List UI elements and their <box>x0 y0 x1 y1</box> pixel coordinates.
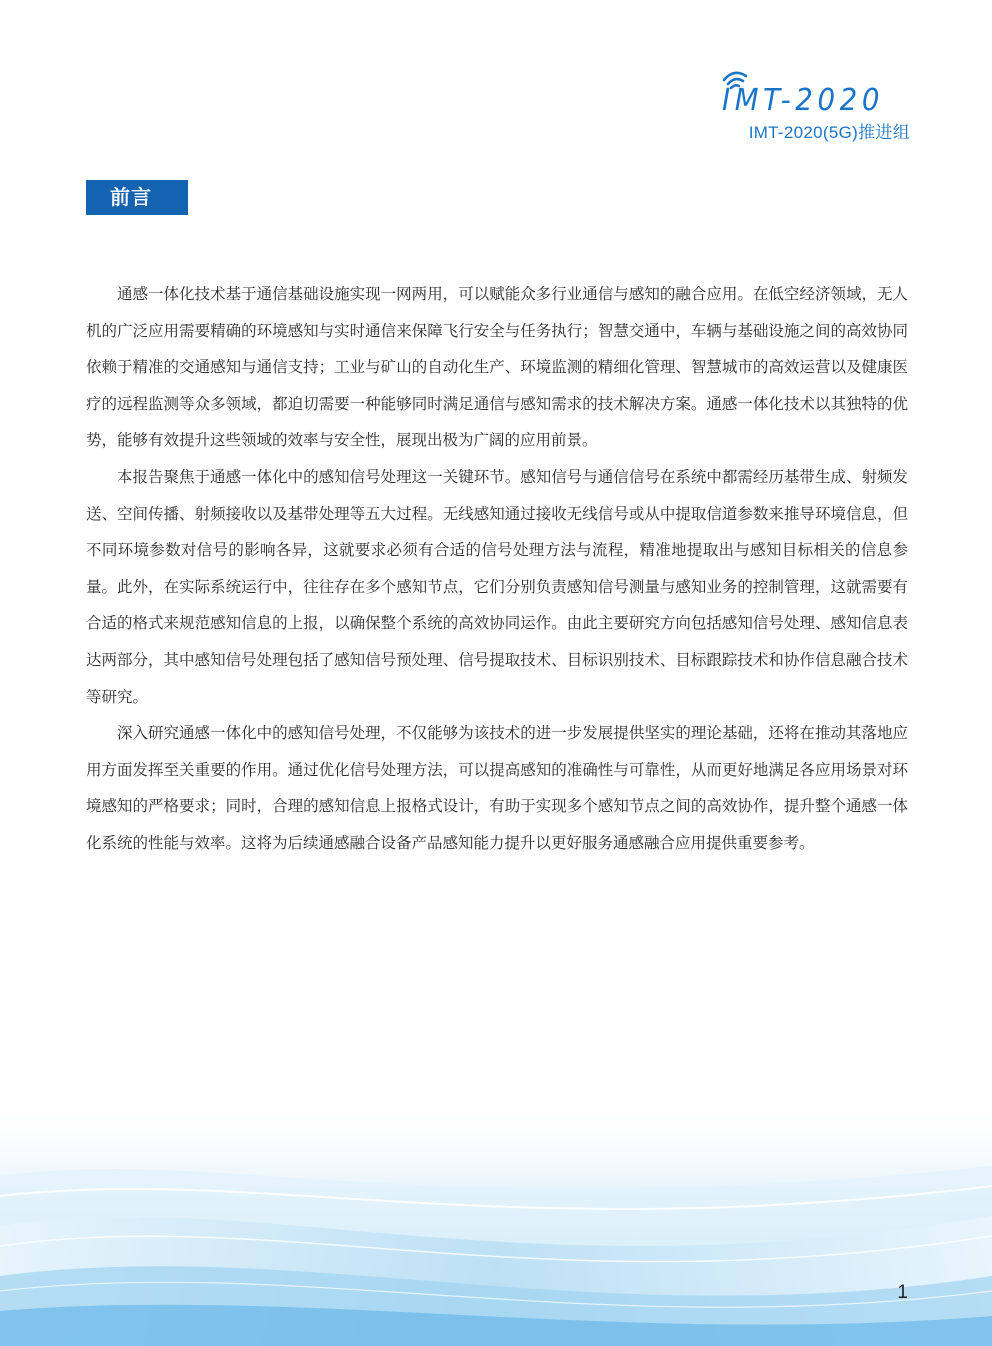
paragraph-1: 通感一体化技术基于通信基础设施实现一网两用，可以赋能众多行业通信与感知的融合应用。在低空经济领域，无人机的广泛应用需要精确的环境感知与实时通信来保障飞行安全与任务执行；智慧交通中，车辆与基础设施之间的高效协同依赖于精准的交通感知与通信支持；工业与矿山的自动化生产、环境监测的精细化管理、智慧城市的高效运营以及健康医疗的远程监测等众多领域，都迫切需要一种能够同时满足通信与感知需求的技术解决方案。通感一体化技术以其独特的优势，能够有效提升这些领域的效率与安全性，展现出极为广阔的应用前景。 <box>86 285 908 450</box>
organization-subtitle: IMT-2020(5G)推进组 <box>748 123 910 142</box>
body-content <box>86 276 908 862</box>
page-number: 1 <box>897 1282 908 1303</box>
paragraph-2: 本报告聚焦于通感一体化中的感知信号处理这一关键环节。感知信号与通信信号在系统中都需经历基带生成、射频发送、空间传播、射频接收以及基带处理等五大过程。无线感知通过接收无线信号或从中提取信道参数来推导环境信息，但不同环境参数对信号的影响各异，这就要求必须有合适的信号处理方法与流程，精准地提取出与感知目标相关的信息参量。此外，在实际系统运行中，往往存在多个感知节点，它们分别负责感知信号测量与感知业务的控制管理，这就需要有合适的格式来规范感知信息的上报，以确保整个系统的高效协同运作。由此主要研究方向包括感知信号处理、感知信息表达两部分，其中感知信号处理包括了感知信号预处理、信号提取技术、目标识别技术、目标跟踪技术和协作信息融合技术等研究。 <box>86 467 908 706</box>
header-logo <box>716 62 916 150</box>
imt2020-logo-icon <box>716 62 896 116</box>
footer-wave-decoration <box>0 1106 992 1346</box>
section-title: 前言 <box>86 180 188 215</box>
paragraph-3: 深入研究通感一体化中的感知信号处理，不仅能够为该技术的进一步发展提供坚实的理论基础，还将在推动其落地应用方面发挥至关重要的作用。通过优化信号处理方法，可以提高感知的准确性与可靠性，从而更好地满足各应用场景对环境感知的严格要求；同时，合理的感知信息上报格式设计，有助于实现多个感知节点之间的高效协作，提升整个通感一体化系统的性能与效率。这将为后续通感融合设备产品感知能力提升以更好服务通感融合应用提供重要参考。 <box>86 724 908 852</box>
logo-lettering: IMT-2020 <box>722 83 884 116</box>
